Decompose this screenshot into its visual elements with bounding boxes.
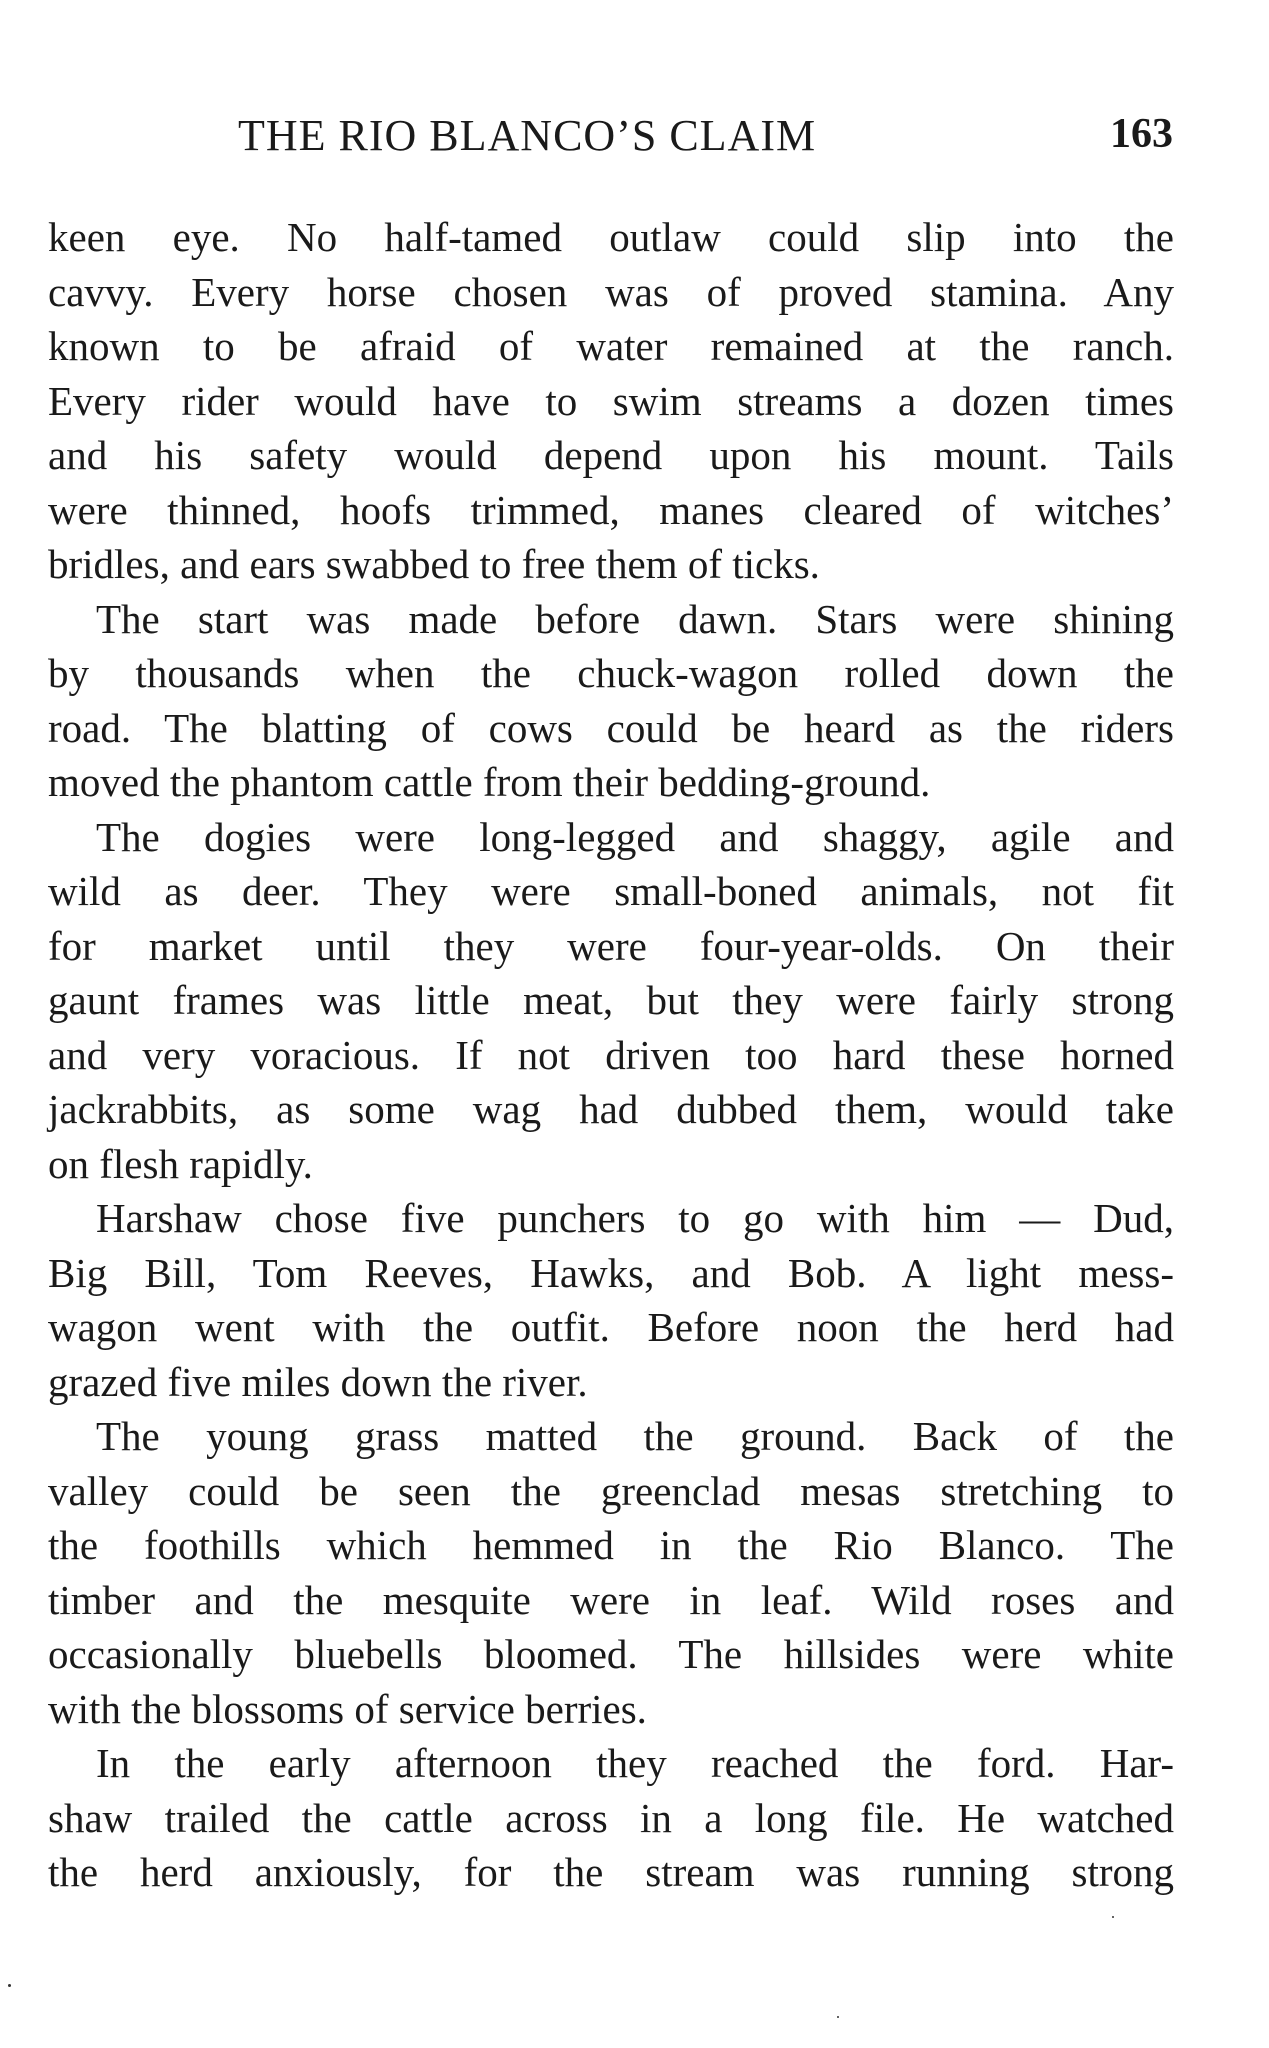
text-line: moved the phantom cattle from their bedding-ground. bbox=[48, 759, 931, 805]
text-line: were thinned, hoofs trimmed, manes cleared of witches’ bbox=[48, 486, 1174, 533]
paper-speck bbox=[837, 2016, 839, 2018]
text-line: gaunt frames was little meat, but they were fairly strong bbox=[48, 977, 1174, 1023]
text-line: the foothills which hemmed in the Rio Blanco. The bbox=[48, 1522, 1174, 1568]
paragraph-first-line: In the early afternoon they reached the ford. Har- bbox=[96, 1740, 1174, 1786]
text-line: keen eye. No half-tamed outlaw could slip into the bbox=[48, 214, 1174, 260]
text-line: occasionally bluebells bloomed. The hillsides were white bbox=[48, 1631, 1174, 1677]
text-line: Every rider would have to swim streams a dozen times bbox=[48, 377, 1174, 424]
page-number: 163 bbox=[1110, 111, 1173, 157]
text-line: road. The blatting of cows could be heard as the riders bbox=[48, 704, 1174, 751]
text-line: cavvy. Every horse chosen was of proved stamina. Any bbox=[48, 268, 1174, 315]
text-line: by thousands when the chuck-wagon rolled down the bbox=[48, 650, 1174, 696]
text-line: on flesh rapidly. bbox=[48, 1140, 313, 1187]
paper-speck bbox=[1112, 1916, 1114, 1918]
text-line: known to be afraid of water remained at the ranch. bbox=[48, 323, 1174, 369]
text-line: grazed five miles down the river. bbox=[48, 1358, 588, 1405]
paper-speck bbox=[8, 1984, 11, 1987]
paragraph-first-line: The start was made before dawn. Stars were shining bbox=[96, 595, 1174, 642]
paragraph-first-line: The dogies were long-legged and shaggy, agile and bbox=[96, 813, 1174, 860]
text-line: timber and the mesquite were in leaf. Wild roses and bbox=[48, 1576, 1174, 1623]
text-line: wild as deer. They were small-boned animals, not fit bbox=[48, 868, 1174, 914]
running-head bbox=[48, 110, 1173, 174]
text-line: shaw trailed the cattle across in a long file. He watched bbox=[48, 1794, 1174, 1841]
running-title: THE RIO BLANCO’S CLAIM bbox=[238, 111, 817, 160]
text-line: bridles, and ears swabbed to free them of ticks. bbox=[48, 541, 820, 587]
paragraph-first-line: Harshaw chose five punchers to go with him — Dud, bbox=[96, 1195, 1174, 1241]
text-line: the herd anxiously, for the stream was running strong bbox=[48, 1849, 1174, 1895]
paragraph-first-line: The young grass matted the ground. Back of the bbox=[96, 1413, 1174, 1459]
body-text bbox=[48, 210, 1174, 1900]
text-line: jackrabbits, as some wag had dubbed them, would take bbox=[48, 1086, 1174, 1132]
text-line: valley could be seen the greenclad mesas stretching to bbox=[48, 1467, 1174, 1514]
text-line: with the blossoms of service berries. bbox=[48, 1685, 647, 1732]
text-line: for market until they were four-year-olds. On their bbox=[48, 922, 1174, 969]
text-line: and his safety would depend upon his mount. Tails bbox=[48, 432, 1174, 478]
text-line: Big Bill, Tom Reeves, Hawks, and Bob. A light mess- bbox=[48, 1249, 1174, 1296]
text-line: and very voracious. If not driven too hard these horned bbox=[48, 1031, 1174, 1078]
text-line: wagon went with the outfit. Before noon the herd had bbox=[48, 1304, 1174, 1350]
